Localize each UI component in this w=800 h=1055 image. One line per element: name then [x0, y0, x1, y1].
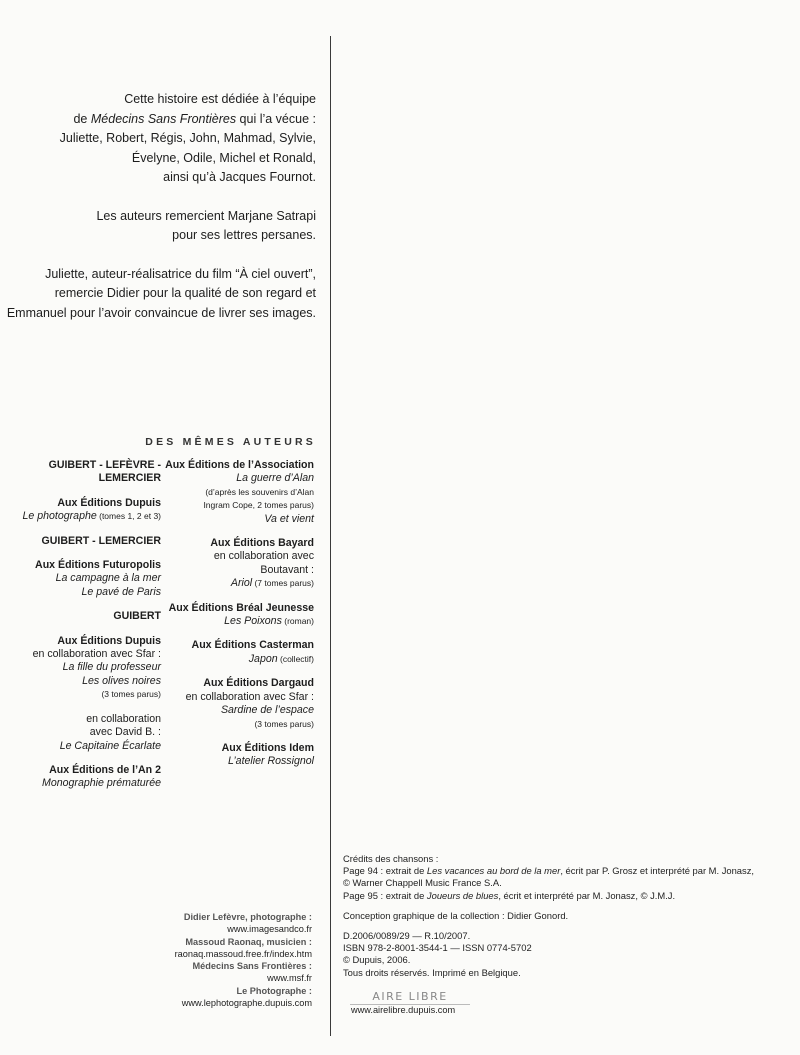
- bibliography-line: [154, 472, 314, 485]
- bibliography-line: [154, 755, 314, 768]
- bibliography-heading: Aux Éditions Bayard: [210, 537, 314, 550]
- contact-url: www.lephotographe.dupuis.com: [181, 998, 312, 1009]
- credit-text: , écrit et interprété par M. Jonasz, © J.M.J.: [498, 889, 676, 901]
- bibliography-line: [0, 740, 161, 753]
- bibliography-left-column: [0, 459, 161, 802]
- bibliography-entry: [154, 677, 314, 731]
- bibliography-line: [0, 726, 161, 739]
- bibliography-line: [0, 559, 161, 572]
- bibliography-right-column: [154, 459, 314, 780]
- bibliography-text: (7 tomes parus): [252, 578, 314, 589]
- bibliography-text: (collectif): [277, 653, 314, 664]
- bibliography-line: [0, 777, 161, 790]
- contact-url: raonaq.massoud.free.fr/index.htm: [174, 948, 312, 959]
- dedication-line: Évelyne, Odile, Michel et Ronald,: [131, 150, 316, 165]
- bibliography-text: Sardine de l’espace: [220, 704, 314, 717]
- song-credit-line: [343, 865, 793, 877]
- bibliography-heading: Aux Éditions Dupuis: [57, 496, 161, 509]
- bibliography-text: Les Poixons: [224, 615, 282, 628]
- legal-line: © Dupuis, 2006.: [343, 954, 411, 966]
- song-credit-line: [343, 853, 793, 865]
- bibliography-text: Le pavé de Paris: [81, 585, 161, 598]
- bibliography-entry: [154, 639, 314, 666]
- bibliography-text: en collaboration avec Sfar :: [32, 648, 161, 661]
- dedication-paragraph-3: [0, 265, 316, 324]
- bibliography-heading: Aux Éditions Futuropolis: [35, 559, 161, 572]
- bibliography-line: [0, 675, 161, 688]
- credit-text: Crédits des chansons :: [343, 853, 439, 864]
- bibliography-text: Monographie prématurée: [42, 777, 161, 790]
- bibliography-line: [154, 499, 314, 512]
- contact-url: www.msf.fr: [267, 973, 312, 984]
- legal-line: D.2006/0089/29 — R.10/2007.: [343, 930, 471, 942]
- dedication-line: Juliette, auteur-réalisatrice du film “À ciel ouvert”,: [45, 266, 316, 281]
- bibliography-line: [0, 510, 161, 523]
- bibliography-entry: [154, 602, 314, 629]
- publisher-website: www.airelibre.dupuis.com: [351, 1005, 456, 1015]
- bibliography-heading: GUIBERT: [113, 610, 161, 623]
- bibliography-heading: GUIBERT - LEFÈVRE -: [48, 459, 161, 471]
- bibliography-text: (3 tomes parus): [254, 718, 314, 729]
- bibliography-heading: Aux Éditions de l’Association: [165, 459, 314, 471]
- bibliography-heading: Aux Éditions Bréal Jeunesse: [168, 601, 314, 614]
- contact-label: Massoud Raonaq, musicien :: [185, 936, 312, 947]
- credits-block: [343, 853, 793, 979]
- bibliography-text: L’atelier Rossignol: [228, 755, 314, 768]
- bibliography-heading: Aux Éditions de l’An 2: [49, 763, 161, 776]
- bibliography-text: (3 tomes parus): [101, 689, 161, 700]
- bibliography-heading: Aux Éditions Idem: [221, 741, 314, 754]
- contact-url: www.imagesandco.fr: [227, 924, 312, 935]
- page-divider: [330, 36, 331, 1036]
- dedication-line: de Médecins Sans Frontières qui l’a vécue :: [73, 111, 316, 126]
- bibliography-text: (roman): [281, 616, 314, 627]
- bibliography-line: [154, 577, 314, 590]
- bibliography-line: [154, 704, 314, 717]
- bibliography-entry: [0, 764, 161, 791]
- song-credit-line: [343, 877, 793, 889]
- bibliography-entry: [0, 635, 161, 702]
- bibliography-text: (tomes 1, 2 et 3): [96, 511, 161, 522]
- bibliography-line: [0, 572, 161, 585]
- bibliography-line: [154, 677, 314, 690]
- design-credit: Conception graphique de la collection : Didier Gonord.: [343, 909, 569, 921]
- credit-text: Joueurs de blues: [426, 889, 499, 901]
- dedication-paragraph-2: [0, 207, 316, 246]
- dedication-line: Les auteurs remercient Marjane Satrapi: [96, 208, 316, 223]
- bibliography-line: [0, 459, 161, 472]
- dedication-line: pour ses lettres persanes.: [172, 228, 316, 242]
- bibliography-entry: [154, 537, 314, 591]
- credit-text: © Warner Chappell Music France S.A.: [343, 877, 502, 889]
- bibliography-line: [154, 718, 314, 731]
- bibliography-line: [0, 764, 161, 777]
- bibliography-line: [154, 653, 314, 666]
- contact-label: Didier Lefèvre, photographe :: [183, 912, 312, 922]
- bibliography-text: Le Capitaine Écarlate: [59, 739, 161, 752]
- bibliography-text: (d’après les souvenirs d’Alan: [205, 486, 314, 497]
- bibliography-line: [0, 661, 161, 674]
- bibliography-line: [154, 550, 314, 563]
- bibliography-heading: LEMERCIER: [98, 472, 161, 485]
- bibliography-line: [154, 564, 314, 577]
- dedication-paragraph-1: [0, 90, 316, 188]
- bibliography-line: [154, 691, 314, 704]
- bibliography-line: [154, 742, 314, 755]
- dedication: [0, 90, 316, 342]
- bibliography-text: Japon: [248, 652, 278, 665]
- bibliography-line: [154, 615, 314, 628]
- dedication-line: Juliette, Robert, Régis, John, Mahmad, Sylvie,: [59, 131, 316, 145]
- bibliography-text: Ingram Cope, 2 tomes parus): [203, 500, 314, 511]
- dedication-line: remercie Didier pour la qualité de son regard et: [54, 286, 316, 300]
- dedication-line: Cette histoire est dédiée à l’équipe: [124, 92, 316, 106]
- bibliography-entry: [0, 559, 161, 599]
- credit-text: Page 95 : extrait de: [343, 889, 427, 901]
- bibliography-text: La guerre d’Alan: [236, 472, 314, 485]
- bibliography-text: avec David B. :: [89, 726, 161, 739]
- dedication-line: Emmanuel pour l’avoir convaincue de livrer ses images.: [6, 305, 316, 320]
- bibliography-text: en collaboration avec Sfar :: [185, 690, 314, 703]
- bibliography-entry: [0, 459, 161, 486]
- bibliography-line: [154, 459, 314, 472]
- bibliography-line: [154, 486, 314, 499]
- bibliography-text: Va et vient: [264, 512, 314, 525]
- bibliography-line: [154, 537, 314, 550]
- bibliography-heading: GUIBERT - LEMERCIER: [41, 534, 161, 547]
- bibliography-line: [0, 472, 161, 485]
- bibliography-line: [154, 513, 314, 526]
- section-title: DES MÊMES AUTEURS: [145, 436, 316, 448]
- bibliography-line: [154, 639, 314, 652]
- legal-line: Tous droits réservés. Imprimé en Belgique.: [343, 966, 521, 978]
- bibliography-line: [0, 648, 161, 661]
- bibliography-entry: [0, 535, 161, 548]
- credit-text: , écrit par P. Grosz et interprété par M. Jonasz,: [560, 865, 754, 877]
- bibliography-entry: [0, 610, 161, 623]
- bibliography-entry: [154, 742, 314, 769]
- bibliography-line: [0, 635, 161, 648]
- bibliography-line: [0, 586, 161, 599]
- bibliography-text: en collaboration: [86, 712, 161, 725]
- bibliography-heading: Aux Éditions Casterman: [191, 639, 314, 652]
- aire-libre-logo: [350, 988, 470, 1005]
- bibliography-heading: Aux Éditions Dupuis: [57, 634, 161, 647]
- bibliography-entry: [0, 713, 161, 753]
- bibliography-text: La campagne à la mer: [55, 572, 161, 585]
- contact-label: Le Photographe :: [236, 985, 312, 996]
- bibliography-text: en collaboration avec: [213, 550, 314, 563]
- bibliography-text: Le photographe: [22, 510, 97, 523]
- song-credit-line: [343, 890, 793, 902]
- bibliography-text: Les olives noires: [82, 674, 161, 687]
- credit-text: Page 94 : extrait de: [343, 865, 427, 877]
- legal-line: ISBN 978-2-8001-3544-1 — ISSN 0774-5702: [343, 942, 532, 954]
- credit-text: Les vacances au bord de la mer: [426, 865, 561, 877]
- dedication-line: ainsi qu’à Jacques Fournot.: [163, 170, 316, 184]
- bibliography-line: [0, 688, 161, 701]
- bibliography-text: La fille du professeur: [62, 661, 161, 674]
- bibliography-line: [0, 610, 161, 623]
- bibliography-entry: [0, 497, 161, 524]
- contact-label: Médecins Sans Frontières :: [192, 961, 312, 972]
- song-credits: [343, 853, 793, 902]
- bibliography-line: [154, 602, 314, 615]
- bibliography-line: [0, 535, 161, 548]
- bibliography-text: Boutavant :: [260, 563, 314, 576]
- bibliography-entry: [154, 459, 314, 526]
- bibliography-line: [0, 713, 161, 726]
- contacts-block: [112, 911, 312, 1009]
- bibliography-text: Ariol: [230, 577, 253, 590]
- bibliography-heading: Aux Éditions Dargaud: [203, 677, 314, 690]
- bibliography-line: [0, 497, 161, 510]
- svg-text:AIRE LIBRE: AIRE LIBRE: [372, 990, 448, 1003]
